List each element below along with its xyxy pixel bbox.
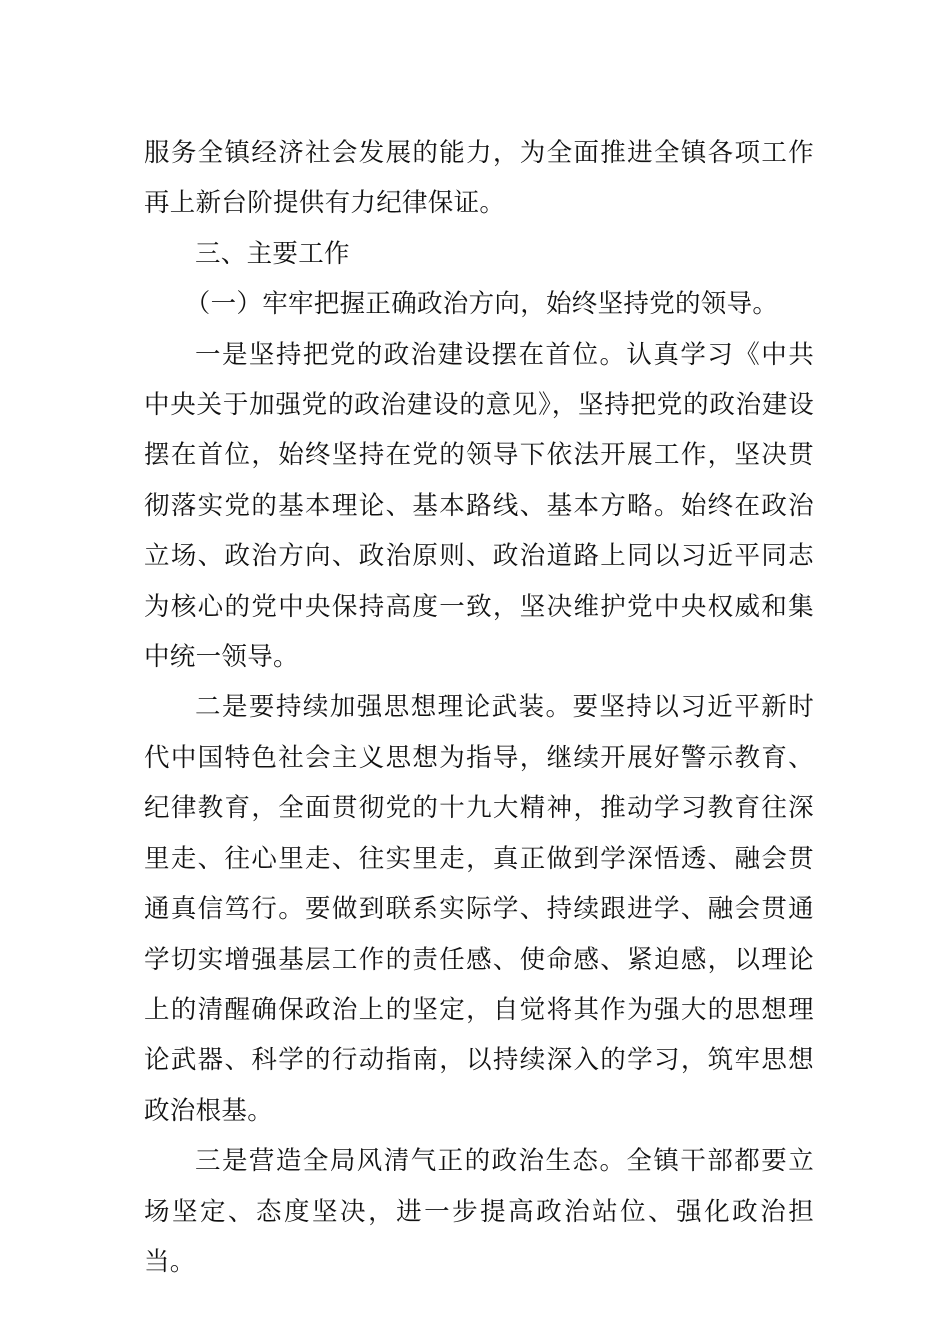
document-body: [144, 128, 814, 1287]
paragraph-continuation: 服务全镇经济社会发展的能力，为全面推进全镇各项工作再上新台阶提供有力纪律保证。: [144, 138, 814, 219]
paragraph-item-2: 二是要持续加强思想理论武装。要坚持以习近平新时代中国特色社会主义思想为指导，继续开展好警示教育、纪律教育，全面贯彻党的十九大精神，推动学习教育往深里走、往心里走、往实里走，真正做到学深悟透、融会贯通真信笃行。要做到联系实际学、持续跟进学、融会贯通学切实增强基层工作的责任感、使命感、紧迫感，以理论上的清醒确保政治上的坚定，自觉将其作为强大的思想理论武器、科学的行动指南，以持续深入的学习，筑牢思想政治根基。: [144, 692, 814, 1126]
subsection-heading: （一）牢牢把握正确政治方向，始终坚持党的领导。: [184, 289, 779, 320]
section-heading: 三、主要工作: [195, 238, 350, 269]
paragraph-item-1: 一是坚持把党的政治建设摆在首位。认真学习《中共中央关于加强党的政治建设的意见》，坚持把党的政治建设摆在首位，始终坚持在党的领导下依法开展工作，坚决贯彻落实党的基本理论、基本路线、基本方略。始终在政治立场、政治方向、政治原则、政治道路上同以习近平同志为核心的党中央保持高度一致，坚决维护党中央权威和集中统一领导。: [144, 339, 814, 673]
paragraph-item-3: 三是营造全局风清气正的政治生态。全镇干部都要立场坚定、态度坚决，进一步提高政治站位、强化政治担当。: [144, 1146, 814, 1277]
